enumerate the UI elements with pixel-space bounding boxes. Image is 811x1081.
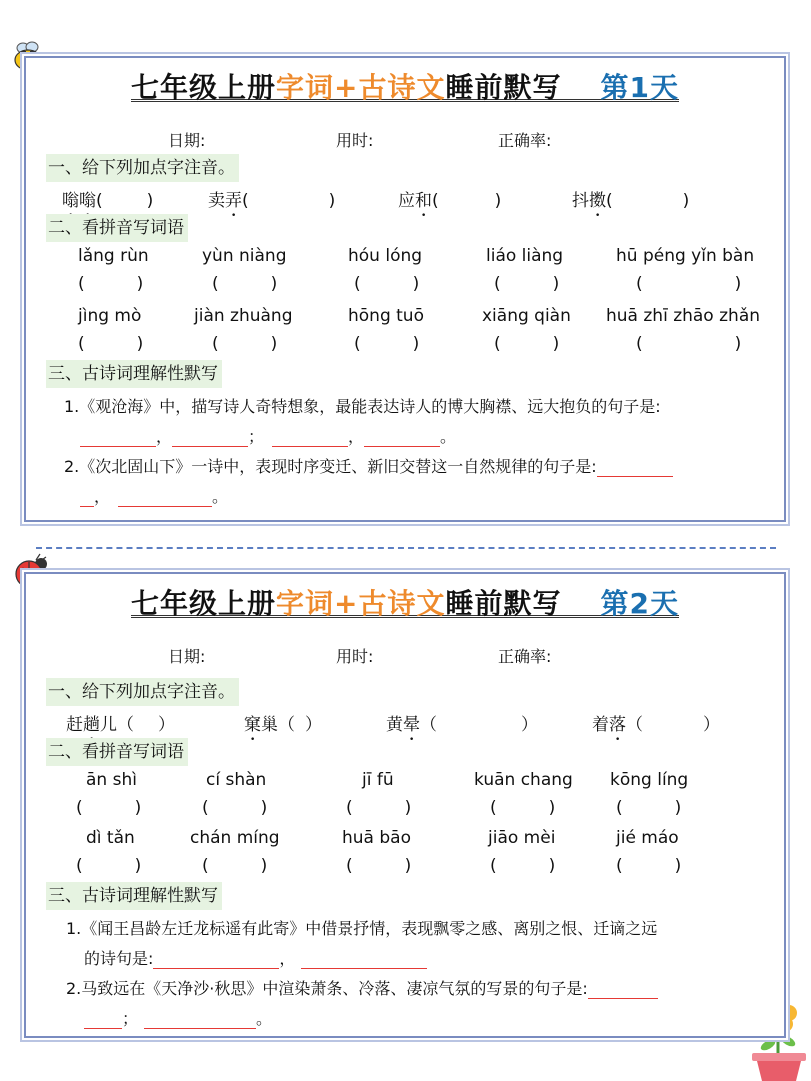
pinyin-word: cí shàn [206,770,267,790]
phonetic-item: 赶趟儿（ ） [66,715,175,735]
answer-blank[interactable]: ( ) [212,274,278,294]
answer-blank[interactable]: ( ) [354,274,420,294]
answer-blank[interactable]: ( ) [494,274,560,294]
answer-line[interactable] [84,1011,122,1029]
phonetic-item: 嗡嗡( ) [62,191,154,211]
question-2: 2.马致远在《天净沙·秋思》中渲染萧条、冷落、凄凉气氛的写景的句子是: [66,976,658,999]
pinyin-word: dì tǎn [86,828,135,848]
pinyin-word: kuān chang [474,770,573,790]
time-label: 用时: [336,647,374,666]
day-label: 第1天 [600,71,679,104]
question-2-answers[interactable]: ， 。 [80,484,228,507]
phonetic-row [26,710,786,736]
answer-line[interactable] [153,951,279,969]
answer-line[interactable] [364,429,440,447]
phonetic-item: 卖弄( ) [208,191,336,211]
answer-blank[interactable]: ( ) [616,798,682,818]
phonetic-item: 抖擞( ) [572,191,690,211]
answer-line[interactable] [588,981,658,999]
phonetic-item: 应和( ) [398,191,502,211]
question-2-answers[interactable]: ； 。 [84,1006,272,1029]
answer-blank[interactable]: ( ) [346,856,412,876]
question-2: 2.《次北固山下》一诗中，表现时序变迁、新旧交替这一自然规律的句子是: [64,454,673,477]
pinyin-word: huā bāo [342,828,411,848]
answer-blank[interactable]: ( ) [616,856,682,876]
answer-blank[interactable]: ( ) [212,334,278,354]
pinyin-word: hū péng yǐn bàn [616,246,755,266]
answer-line[interactable] [118,489,212,507]
answer-line[interactable] [272,429,348,447]
answer-blank[interactable]: ( ) [490,798,556,818]
pinyin-word: jié máo [616,828,679,848]
answer-blank[interactable]: ( ) [78,274,144,294]
pinyin-word: jī fū [362,770,394,790]
section-2-heading: 二、看拼音写词语 [46,738,188,766]
title-grade: 七年级上册 [131,71,277,104]
worksheet-title [131,66,679,102]
answer-blank[interactable]: ( ) [202,856,268,876]
phonetic-row [26,186,786,212]
pinyin-word: xiāng qiàn [482,306,571,326]
pinyin-word: huā zhī zhāo zhǎn [606,306,761,326]
day-label: 第2天 [600,587,679,620]
time-label: 用时: [336,131,374,150]
answer-blank[interactable]: ( ) [76,798,142,818]
pinyin-word: hóu lóng [348,246,423,266]
phonetic-item: 黄晕（ ） [386,715,538,735]
answer-line[interactable] [80,489,94,507]
title-grade: 七年级上册 [131,587,277,620]
pinyin-word: lǎng rùn [78,246,149,266]
pinyin-word: jiāo mèi [488,828,556,848]
phonetic-item: 窠巢（ ） [244,715,322,735]
answer-blank[interactable]: ( ) [490,856,556,876]
question-1: 1.《观沧海》中，描写诗人奇特想象，最能表达诗人的博大胸襟、远大抱负的句子是: [64,397,661,416]
pinyin-word: liáo liàng [486,246,564,266]
worksheet-day-2 [24,572,786,1038]
answer-blank[interactable]: ( ) [636,334,742,354]
question-1-answers[interactable]: 的诗句是: ， [84,946,427,969]
section-3-heading: 三、古诗词理解性默写 [46,360,222,388]
title-topic: 字词+古诗文 [276,587,446,620]
pinyin-word: jiàn zhuàng [194,306,293,326]
pinyin-word: ān shì [86,770,137,790]
answer-blank[interactable]: ( ) [354,334,420,354]
title-task: 睡前默写 [445,71,562,104]
answer-blank[interactable]: ( ) [346,798,412,818]
answer-line[interactable] [301,951,427,969]
section-1-heading: 一、给下列加点字注音。 [46,154,239,182]
title-task: 睡前默写 [445,587,562,620]
pinyin-word: yùn niàng [202,246,287,266]
section-1-heading: 一、给下列加点字注音。 [46,678,239,706]
section-2-heading: 二、看拼音写词语 [46,214,188,242]
accuracy-label: 正确率: [498,131,552,150]
answer-blank[interactable]: ( ) [76,856,142,876]
pinyin-word: jìng mò [78,306,142,326]
pinyin-word: kōng líng [610,770,689,790]
pinyin-word: hōng tuō [348,306,424,326]
answer-blank[interactable]: ( ) [636,274,742,294]
worksheet-day-1 [24,56,786,522]
answer-line[interactable] [172,429,248,447]
answer-blank[interactable]: ( ) [494,334,560,354]
phonetic-item: 着落（ ） [592,715,720,735]
question-1-answers[interactable]: ， ； ， 。 [80,424,456,447]
dashed-divider [36,547,776,549]
answer-line[interactable] [597,459,673,477]
date-label: 日期: [168,131,206,150]
title-topic: 字词+古诗文 [276,71,446,104]
answer-blank[interactable]: ( ) [202,798,268,818]
section-3-heading: 三、古诗词理解性默写 [46,882,222,910]
pinyin-word: chán míng [190,828,280,848]
worksheet-title [131,582,679,618]
answer-line[interactable] [144,1011,256,1029]
answer-line[interactable] [80,429,156,447]
date-label: 日期: [168,647,206,666]
accuracy-label: 正确率: [498,647,552,666]
question-1: 1.《闻王昌龄左迁龙标遥有此寄》中借景抒情，表现飘零之感、离别之恨、迁谪之远 [66,919,658,938]
answer-blank[interactable]: ( ) [78,334,144,354]
